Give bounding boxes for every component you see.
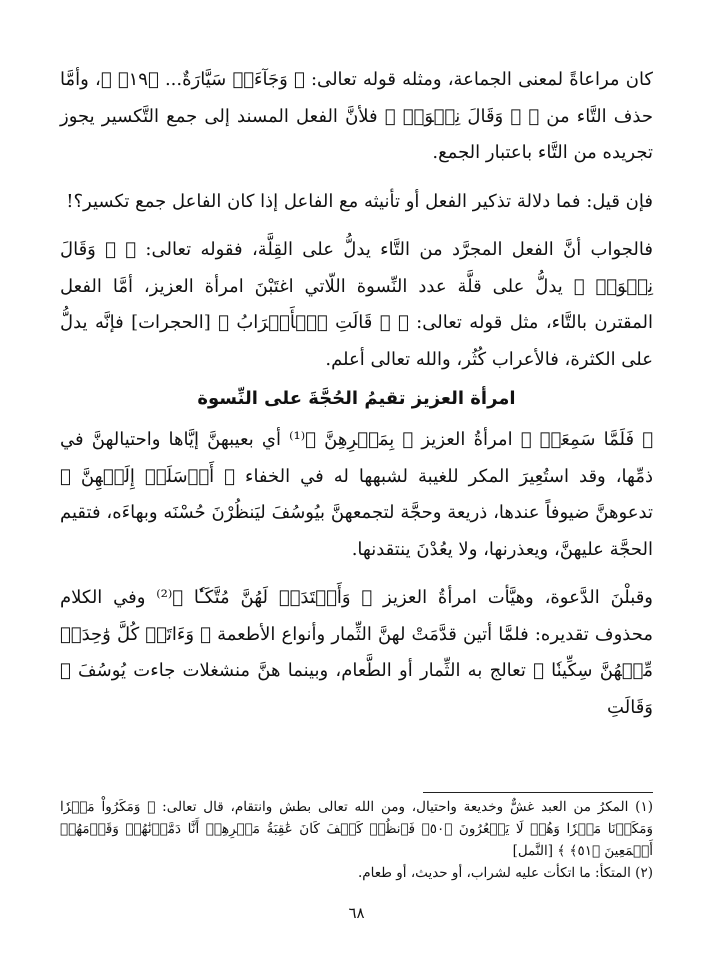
paragraph-3: فالجواب أنَّ الفعل المجرَّد من التَّاء يدلُّ على القِلَّة، فقوله تعالى: ﴿ ﴿ وَقَالَ نِسۡوَةٞ ﴾ يدلُّ على قلَّة عدد النِّسوة اللّاتي اغتَبْنَ امرأة العزيز، أمَّا الفعل المقترن بالتَّاء، مثل قوله تعالى: ﴿ ﴿ قَالَتِ ٱلۡأَعۡرَابُ ﴾ [الحجرات] فإنَّه يدلُّ على الكثرة، فالأعراب كُثُر، والله تعالى أعلم.: [60, 239, 653, 370]
footnote-separator: [423, 792, 653, 793]
footnotes: [60, 796, 653, 884]
paragraph-4: ﴿ فَلَمَّا سَمِعَتۡ ﴾ امرأةُ العزيز ﴿ بِمَكۡرِهِنَّ ﴾⁽¹⁾ أي بعيبهنَّ إيَّاها واحتيالهنَّ في ذمِّها، وقد استُعِيرَ المكر للغيبة لشبهها له في الخفاء ﴿ أَرۡسَلَتۡ إِلَيۡهِنَّ ﴾ تدعوهنَّ ضيوفاً عندها، ذريعة وحجَّة لتجمعهنَّ بيُوسُفَ ليَنظُرْنَ حُسْنَه وبهاءَه، فتقيم الحجَّة عليهنَّ، ويعذرنها، ولا يعُدْنَ ينتقدنها.: [60, 429, 654, 560]
footnote-1: (١) المكرُ من العبد غشٌّ وخديعة واحتيال، ومن الله تعالى بطش وانتقام، قال تعالى: ﴿ وَمَكَرُواْ مَكۡرٗا وَمَكَرۡنَا مَكۡرٗا وَهُمۡ لَا يَشۡعُرُونَ ﴿٥٠﴾ فَٱنظُرۡ كَيۡفَ كَانَ عَٰقِبَةُ مَكۡرِهِمۡ أَنَّا دَمَّرۡنَٰهُمۡ وَقَوۡمَهُمۡ أَجۡمَعِينَ ﴿٥١﴾ ﴾ [النَّمل]: [60, 799, 653, 859]
paragraph-1: كان مراعاةً لمعنى الجماعة، ومثله قوله تعالى: ﴿ وَجَآءَتۡ سَيَّارَةٌ... ﴿١٩﴾ ﴾، وأمَّا حذف التَّاء من ﴿ ﴿ وَقَالَ نِسۡوَةٞ ﴾ فلأنَّ الفعل المسند إلى جمع التَّكسير يجوز تجريده من التَّاء باعتبار الجمع.: [60, 69, 653, 163]
paragraph-5: وقبلْنَ الدَّعوة، وهيَّأت امرأةُ العزيز ﴿ وَأَعۡتَدَتۡ لَهُنَّ مُتَّكَـٔٗا ﴾⁽²⁾ وفي الكلام محذوف تقديره: فلمَّا أتين قدَّمَتْ لهنَّ الثِّمار وأنواع الأطعمة ﴿ وَءَاتَتۡ كُلَّ وَٰحِدَةٖ مِّنۡهُنَّ سِكِّينٗا ﴾ تعالج به الثِّمار أو الطَّعام، وبينما هنَّ منشغلات جاءت يُوسُفَ ﴿ وَقَالَتِ: [60, 587, 653, 718]
paragraph-2: فإن قيل: فما دلالة تذكير الفعل أو تأنيثه مع الفاعل إذا كان الفاعل جمع تكسير؟!: [66, 190, 653, 212]
footnote-2: (٢) المتكأ: ما اتكأت عليه لشراب، أو حديث، أو طعام.: [357, 865, 653, 881]
page-number: ٦٨: [348, 904, 365, 922]
section-heading: امرأة العزيز تقيمُ الحُجَّةَ على النِّسوة: [197, 388, 516, 409]
